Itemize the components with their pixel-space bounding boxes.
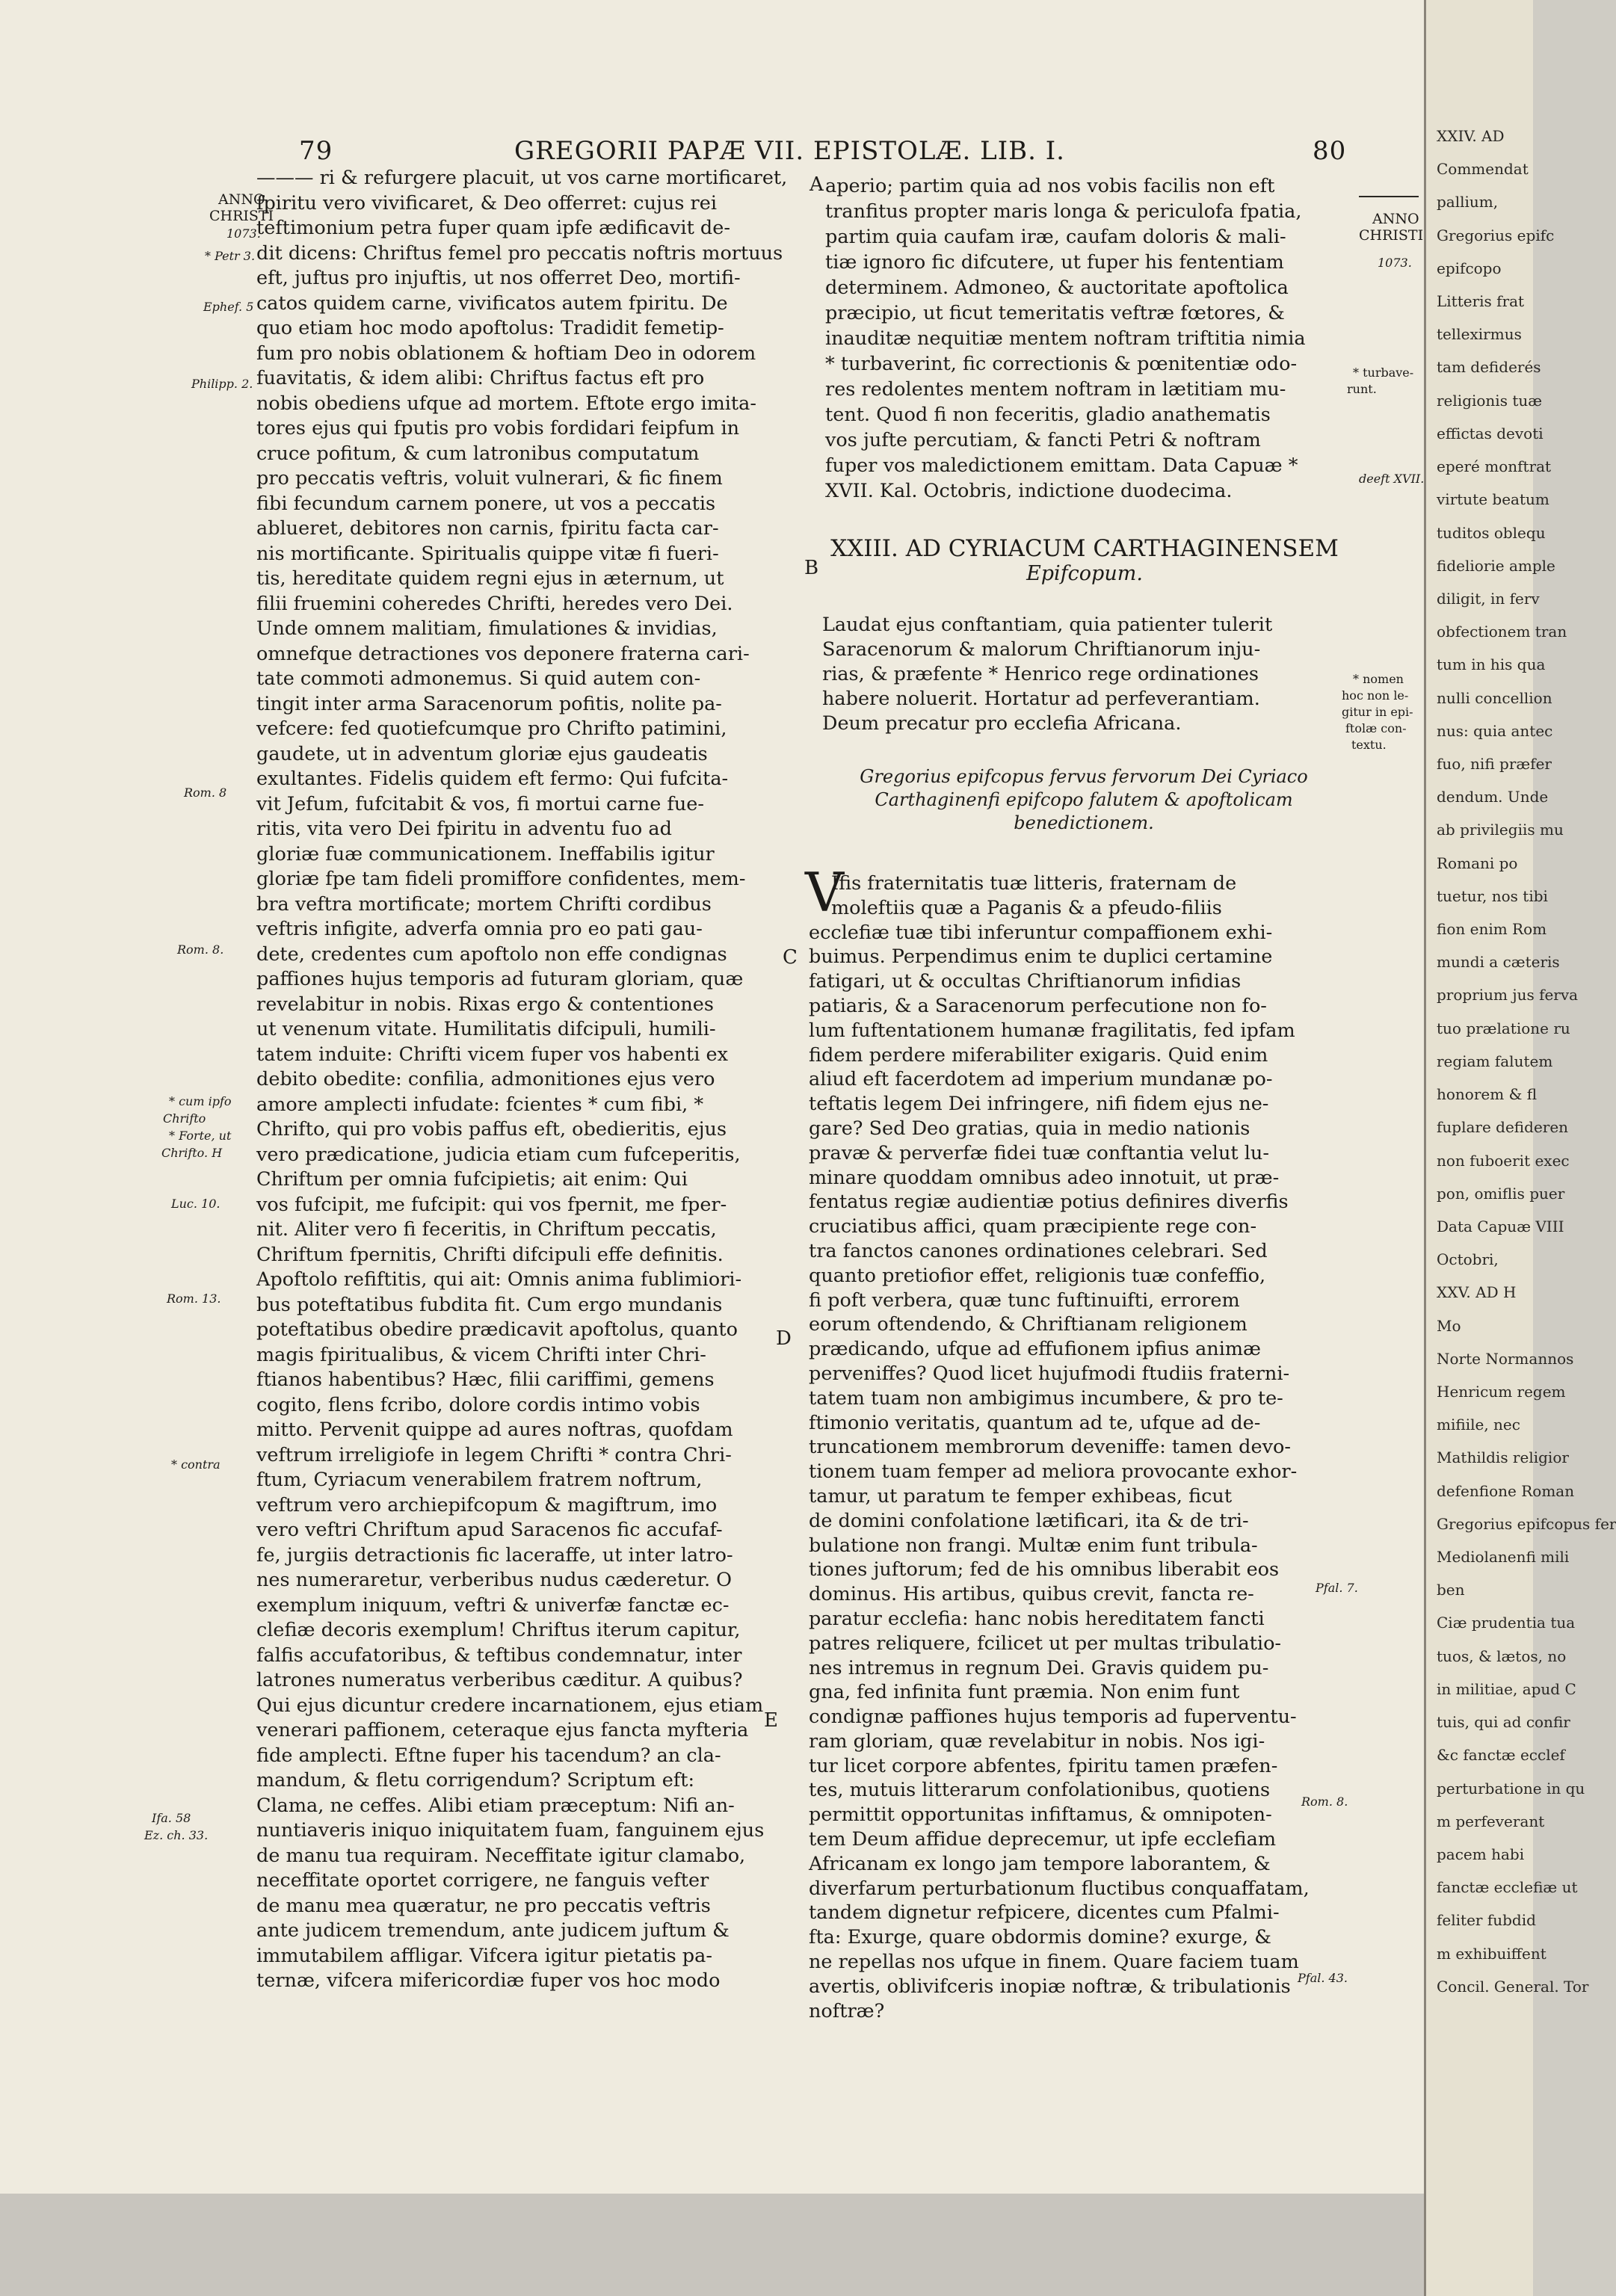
next-page-fragment: non fuboerit exec bbox=[1437, 1152, 1570, 1170]
text-line: tingit inter arma Saracenorum pofitis, nolite pa- bbox=[256, 692, 722, 715]
text-line: exultantes. Fidelis quidem eft fermo: Qui fufcita- bbox=[256, 768, 729, 790]
text-line: cruce pofitum, & cum latronibus computatum bbox=[256, 442, 700, 465]
next-page-fragment: Concil. General. Tor bbox=[1437, 1978, 1589, 1996]
text-line: eft, juftus pro injuftis, ut nos offerret Deo, mortifi- bbox=[256, 267, 741, 289]
next-page-fragment: m perfeverant bbox=[1437, 1812, 1545, 1830]
text-line: Africanam ex longo jam tempore laborantem, & bbox=[809, 1852, 1271, 1875]
text-line: nes numeraretur, verberibus nudus cæderetur. O bbox=[256, 1569, 733, 1591]
text-line: fentatus regiæ audientiæ potius definires diverfis bbox=[809, 1191, 1289, 1214]
text-line: patres reliquere, fcilicet ut per multas tribulatio- bbox=[809, 1632, 1282, 1655]
text-line: eorum oftendendo, & Chriftianam religionem bbox=[809, 1313, 1248, 1336]
text-line: tur licet corpore abfentes, fpiritu tamen præfen- bbox=[809, 1754, 1278, 1777]
summary-line: Laudat ejus conftantiam, quia patienter tulerit bbox=[822, 614, 1273, 636]
next-page-fragment: m exhibuiffent bbox=[1437, 1945, 1546, 1963]
text-line: fuavitatis, & idem alibi: Chriftus factus eft pro bbox=[256, 367, 705, 389]
margin-note-variant: Chrifto bbox=[163, 1111, 206, 1126]
text-line: veftris infigite, adverfa omnia pro eo pati gau- bbox=[256, 918, 703, 940]
text-line: ftimonio veritatis, quantum ad te, ufque ad de- bbox=[809, 1411, 1261, 1434]
right-column-top bbox=[825, 173, 1348, 504]
next-page-fragment: ab privilegiis mu bbox=[1437, 821, 1564, 839]
text-line: Ifis fraternitatis tuæ litteris, fraternam de bbox=[831, 872, 1237, 895]
text-line: fum pro nobis oblationem & hoftiam Deo in odorem bbox=[256, 342, 756, 365]
text-line: latrones numeratus verberibus cæditur. A quibus? bbox=[256, 1669, 743, 1691]
margin-note-ref: Pfal. 43. bbox=[1298, 1971, 1348, 1985]
text-line: tem Deum affidue deprecemur, ut ipfe ecclefiam bbox=[809, 1828, 1277, 1851]
text-line: veftrum irreligiofe in legem Chrifti * contra Chri- bbox=[256, 1443, 732, 1466]
section-marker-b: B bbox=[804, 557, 819, 579]
text-line: nuntiaveris iniquo iniquitatem fuam, fanguinem ejus bbox=[256, 1819, 765, 1842]
text-line: ftum, Cyriacum venerabilem fratrem noftrum, bbox=[256, 1469, 703, 1491]
next-page-fragment: mifiile, nec bbox=[1437, 1416, 1520, 1434]
text-line: permittit opportunitas infiftamus, & omnipoten- bbox=[809, 1803, 1272, 1827]
margin-note-variant: * turbave- bbox=[1353, 365, 1414, 380]
next-page-fragment: pon, omiflis puer bbox=[1437, 1185, 1565, 1203]
text-line: ternæ, vifcera mifericordiæ fuper vos hoc modo bbox=[256, 1969, 721, 1992]
text-line: vefcere: fed quotiefcumque pro Chrifto patimini, bbox=[256, 718, 727, 740]
text-line: Apoftolo refiftitis, qui ait: Omnis anima fublimiori- bbox=[256, 1268, 742, 1291]
text-line: ritis, vita vero Dei fpiritu in adventu fuo ad bbox=[256, 818, 672, 840]
text-line: nit. Aliter vero fi feceritis, in Chriftum peccatis, bbox=[256, 1218, 717, 1241]
next-page-fragment: tam defiderés bbox=[1437, 358, 1541, 376]
drop-cap: V bbox=[805, 861, 844, 924]
next-page-fragment: in militiae, apud C bbox=[1437, 1680, 1576, 1698]
epistle-subtitle: Epifcopum. bbox=[1026, 562, 1143, 585]
next-page-fragment: feliter fubdid bbox=[1437, 1911, 1536, 1929]
text-line: omnefque detractiones vos deponere fraterna cari- bbox=[256, 642, 750, 665]
margin-note-christi: CHRISTI bbox=[209, 208, 274, 224]
text-line: vit Jefum, fufcitabit & vos, fi mortui carne fue- bbox=[256, 792, 704, 815]
margin-note-variant: * contra bbox=[171, 1457, 220, 1472]
text-line: dit dicens: Chriftus femel pro peccatis noftris mortuus bbox=[256, 241, 783, 265]
text-line: teftimonium petra fuper quam ipfe ædificavit de- bbox=[256, 217, 730, 239]
section-marker-d: D bbox=[776, 1327, 792, 1350]
text-line: tionem tuam femper ad meliora provocante exhor- bbox=[809, 1460, 1298, 1484]
next-page-fragment: nus: quia antec bbox=[1437, 722, 1553, 740]
text-line: tate commoti admonemus. Si quid autem con- bbox=[256, 667, 701, 690]
next-page-fragment: epifcopo bbox=[1437, 259, 1502, 277]
salutation-line: Gregorius epifcopus fervus fervorum Dei Cyriaco bbox=[860, 766, 1308, 787]
next-page-fragment: Commendat bbox=[1437, 160, 1529, 178]
bottom-strip bbox=[0, 2194, 1424, 2296]
text-line: aperio; partim quia ad nos vobis facilis non eft bbox=[825, 175, 1275, 197]
text-line: ecclefiæ tuæ tibi inferuntur compaffionem exhi- bbox=[809, 921, 1273, 944]
text-line: gna, fed infinita funt præmia. Non enim funt bbox=[809, 1681, 1240, 1704]
text-line: dominus. His artibus, quibus crevit, fancta re- bbox=[809, 1583, 1254, 1606]
text-line: de manu tua requiram. Neceffitate igitur clamabo, bbox=[256, 1844, 746, 1867]
text-line: nis mortificante. Spiritualis quippe vitæ fi fueri- bbox=[256, 542, 719, 565]
next-page-fragment: fanctæ ecclefiæ ut bbox=[1437, 1878, 1578, 1896]
text-line: ablueret, debitores non carnis, fpiritu facta car- bbox=[256, 517, 719, 540]
text-line: paffiones hujus temporis ad futuram gloriam, quæ bbox=[256, 968, 744, 990]
next-page-fragment: religionis tuæ bbox=[1437, 392, 1543, 410]
next-page-fragment: perturbatione in qu bbox=[1437, 1780, 1585, 1797]
next-page-fragment: tuditos oblequ bbox=[1437, 524, 1546, 542]
text-line: fi poft verbera, quæ tunc fuftinuifti, errorem bbox=[809, 1289, 1240, 1312]
text-line: falfis accufatoribus, & teftibus condemnatur, inter bbox=[256, 1644, 742, 1667]
margin-note-ref: Rom. 13. bbox=[167, 1292, 221, 1306]
text-line: fpiritu vero vivificaret, & Deo offerret: cujus rei bbox=[256, 191, 717, 215]
text-line: vos fufcipit, me fufcipit: qui vos fpernit, me fper- bbox=[256, 1193, 727, 1216]
text-line: nes intremus in regnum Dei. Gravis quidem pu- bbox=[809, 1656, 1269, 1679]
text-line: truncationem membrorum deveniffe: tamen devo- bbox=[809, 1436, 1291, 1459]
next-page-fragment: tellexirmus bbox=[1437, 325, 1522, 343]
next-page-fragment: fuplare defideren bbox=[1437, 1118, 1569, 1136]
text-line: Clama, ne ceffes. Alibi etiam præceptum: Nifi an- bbox=[256, 1794, 735, 1817]
text-line: ram gloriam, quæ revelabitur in nobis. Nos igi- bbox=[809, 1729, 1265, 1753]
text-line: quanto pretiofior effet, religionis tuæ confeffio, bbox=[809, 1264, 1266, 1287]
margin-note-ref: Rom. 8. bbox=[1301, 1794, 1348, 1809]
running-title: GREGORII PAPÆ VII. EPISTOLÆ. LIB. I. bbox=[514, 136, 1065, 166]
next-page-fragment: fideliorie ample bbox=[1437, 557, 1555, 575]
next-page-fragment: dendum. Unde bbox=[1437, 788, 1549, 806]
text-line: noftræ? bbox=[809, 1999, 885, 2022]
next-page-fragment: &c fanctæ ecclef bbox=[1437, 1746, 1565, 1764]
text-line: minare quoddam omnibus adeo innotuit, ut præ- bbox=[809, 1166, 1280, 1189]
next-page-fragment: pacem habi bbox=[1437, 1845, 1525, 1863]
text-line: exemplum iniquum, veftri & univerfæ fanctæ ec- bbox=[256, 1593, 730, 1617]
next-page-edge bbox=[1424, 0, 1616, 2296]
text-line: Chriftum fpernitis, Chrifti difcipuli effe definitis. bbox=[256, 1243, 724, 1266]
text-line: ut venenum vitate. Humilitatis difcipuli, humili- bbox=[256, 1018, 716, 1040]
summary-line: Deum precatur pro ecclefia Africana. bbox=[822, 712, 1182, 735]
text-line: magis fpiritualibus, & vicem Chrifti inter Chri- bbox=[256, 1343, 706, 1366]
text-line: tra fanctos canones ordinationes celebrari. Sed bbox=[809, 1239, 1268, 1262]
epistle-summary bbox=[822, 613, 1345, 736]
text-line: Qui ejus dicuntur credere incarnationem, ejus etiam bbox=[256, 1694, 764, 1717]
text-line: ftianos habentibus? Hæc, filii cariffimi, gemens bbox=[256, 1368, 715, 1391]
text-line: fe, jurgiis detractionis fic laceraffe, ut inter latro- bbox=[256, 1543, 733, 1567]
text-line: tis, hereditate quidem regni ejus in æternum, ut bbox=[256, 567, 724, 590]
text-line: fuper vos maledictionem emittam. Data Capuæ * bbox=[825, 454, 1298, 477]
right-page-number: 80 bbox=[1313, 136, 1347, 166]
text-line: dete, credentes cum apoftolo non effe condignas bbox=[256, 942, 727, 966]
margin-note-anno: ANNO bbox=[1372, 211, 1419, 227]
next-page-fragment: eperé monftrat bbox=[1437, 457, 1552, 475]
left-page-number: 79 bbox=[299, 136, 333, 166]
next-page-fragment: defenfione Roman bbox=[1437, 1482, 1575, 1500]
text-line: tamur, ut paratum te femper exhibeas, ficut bbox=[809, 1484, 1233, 1507]
next-page-fragment: mundi a cæteris bbox=[1437, 953, 1560, 971]
next-page-fragment: Data Capuæ VIII bbox=[1437, 1218, 1564, 1235]
text-line: res redolentes mentem noftram in lætitiam mu- bbox=[825, 378, 1286, 401]
text-line: de manu mea quæratur, ne pro peccatis veftris bbox=[256, 1894, 711, 1917]
margin-note-variant: * Forte, ut bbox=[169, 1129, 232, 1143]
section-marker-a: A bbox=[809, 173, 824, 196]
next-page-fragment: tuo prælatione ru bbox=[1437, 1019, 1570, 1037]
next-page-fragment: ben bbox=[1437, 1581, 1465, 1599]
text-line: bus poteftatibus fubdita fit. Cum ergo mundanis bbox=[256, 1293, 723, 1316]
next-page-fragment: diligit, in ferv bbox=[1437, 590, 1540, 608]
text-line: nobis obediens ufque ad mortem. Eftote ergo imita- bbox=[256, 392, 757, 415]
next-page-fragment: nulli concellion bbox=[1437, 689, 1552, 707]
text-line: cogito, flens fcribo, dolore cordis intimo vobis bbox=[256, 1393, 700, 1416]
next-page-fragment: obfectionem tran bbox=[1437, 623, 1567, 641]
text-line: neceffitate oportet corrigere, ne fanguis vefter bbox=[256, 1869, 709, 1892]
next-page-fragment: fuo, nifi præfer bbox=[1437, 755, 1552, 773]
text-line: tiæ ignoro fic difcutere, ut fuper his fententiam bbox=[825, 251, 1284, 274]
next-page-fragment: pallium, bbox=[1437, 193, 1499, 211]
next-page-fragment: tuis, qui ad confir bbox=[1437, 1713, 1570, 1731]
margin-note-variant: gitur in epi- bbox=[1342, 705, 1413, 719]
text-line: pro peccatis veftris, voluit vulnerari, & fic finem bbox=[256, 467, 723, 490]
summary-line: habere noluerit. Hortatur ad perfeverantiam. bbox=[822, 688, 1260, 710]
next-page-fragment: Romani po bbox=[1437, 854, 1518, 872]
summary-line: rias, & præfente * Henrico rege ordinationes bbox=[822, 663, 1259, 685]
text-line: partim quia caufam iræ, caufam doloris & mali- bbox=[825, 226, 1286, 248]
text-line: XVII. Kal. Octobris, indictione duodecima. bbox=[825, 480, 1233, 502]
text-line: venerari paffionem, ceteraque ejus fancta myfteria bbox=[256, 1719, 749, 1741]
text-line: mandum, & fletu corrigendum? Scriptum eft: bbox=[256, 1769, 695, 1792]
text-line: de domini confolatione lætificari, ita & de tri- bbox=[809, 1509, 1249, 1532]
text-line: gare? Sed Deo gratias, quia in medio nationis bbox=[809, 1117, 1250, 1140]
left-column bbox=[256, 166, 791, 1994]
summary-line: Saracenorum & malorum Chriftianorum inju- bbox=[822, 638, 1261, 661]
next-page-fragment: proprium jus ferva bbox=[1437, 986, 1579, 1004]
text-line: teftatis legem Dei infringere, nifi fidem ejus ne- bbox=[809, 1093, 1269, 1116]
text-line: debito obedite: confilia, admonitiones ejus vero bbox=[256, 1068, 715, 1090]
text-line: tores ejus qui fputis pro vobis fordidari feipfum in bbox=[256, 417, 740, 439]
text-line: fibi fecundum carnem ponere, ut vos a peccatis bbox=[256, 492, 716, 515]
text-line: filii fruemini coheredes Chrifti, heredes vero Dei. bbox=[256, 592, 733, 615]
margin-note-variant: Chrifto. H bbox=[161, 1146, 223, 1160]
margin-note-variant: hoc non le- bbox=[1342, 688, 1409, 703]
text-line: ante judicem tremendum, ante judicem juftum & bbox=[256, 1919, 730, 1942]
margin-note-ref: Ifa. 58 bbox=[152, 1811, 191, 1825]
text-line: revelabitur in nobis. Rixas ergo & contentiones bbox=[256, 993, 714, 1016]
next-page-fragment: Ciæ prudentia tua bbox=[1437, 1614, 1576, 1632]
margin-note-variant: * cum ipfo bbox=[169, 1094, 232, 1108]
text-line: fta: Exurge, quare obdormis domine? exurge, & bbox=[809, 1926, 1271, 1949]
text-line: catos quidem carne, vivificatos autem fpiritu. De bbox=[256, 291, 728, 315]
margin-note-ref: Rom. 8. bbox=[177, 942, 224, 957]
text-line: vos jufte percutiam, & fancti Petri & noftram bbox=[825, 429, 1261, 451]
text-line: mitto. Pervenit quippe ad aures noftras, quofdam bbox=[256, 1419, 733, 1441]
text-line: vero veftri Chriftum apud Saracenos fic accufaf- bbox=[256, 1519, 723, 1541]
margin-note-ref: Luc. 10. bbox=[171, 1197, 220, 1211]
next-page-fragment: tum in his qua bbox=[1437, 655, 1546, 673]
margin-rule bbox=[1359, 196, 1419, 197]
next-page-fragment: honorem & fl bbox=[1437, 1085, 1538, 1103]
salutation-line: Carthaginenfi epifcopo falutem & apoftolicam bbox=[875, 789, 1293, 810]
margin-note-ref: Ez. ch. 33. bbox=[144, 1828, 209, 1842]
text-line: poteftatibus obedire prædicavit apoftolus, quanto bbox=[256, 1318, 738, 1341]
text-line: prædicando, ufque ad effufionem ipfius animæ bbox=[809, 1338, 1262, 1361]
next-page-fragment: Henricum regem bbox=[1437, 1383, 1566, 1401]
epistle-body bbox=[809, 871, 1354, 2023]
next-page-fragment: ΧΧΙV. AD bbox=[1437, 127, 1505, 145]
next-page-fragment: regiam falutem bbox=[1437, 1052, 1553, 1070]
text-line: lum fuftentationem humanæ fragilitatis, fed ipfam bbox=[809, 1019, 1295, 1042]
text-line: buimus. Perpendimus enim te duplici certamine bbox=[809, 945, 1273, 969]
text-line: paratur ecclefia: hanc nobis hereditatem fancti bbox=[809, 1607, 1265, 1630]
margin-note-ref: Ephef. 5 bbox=[203, 300, 254, 314]
margin-note-variant: deeft XVII. bbox=[1359, 472, 1425, 486]
margin-note-year: 1073. bbox=[1378, 256, 1412, 270]
margin-note-variant: ftolæ con- bbox=[1345, 721, 1407, 735]
next-page-fragment: Mathildis religior bbox=[1437, 1448, 1569, 1466]
text-line: tandem dignetur refpicere, dicentes cum Pfalmi- bbox=[809, 1901, 1280, 1925]
text-line: clefiæ decoris exemplum! Chriftus iterum capitur, bbox=[256, 1619, 741, 1641]
margin-note-ref: * Petr 3. bbox=[205, 249, 256, 263]
section-marker-e: E bbox=[764, 1709, 778, 1732]
salutation-line: benedictionem. bbox=[1014, 812, 1154, 833]
margin-note-ref: Pfal. 7. bbox=[1316, 1581, 1358, 1595]
text-line: vero prædicatione, judicia etiam cum fufceperitis, bbox=[256, 1143, 741, 1166]
margin-note-variant: * nomen bbox=[1353, 672, 1404, 686]
text-line: ne repellas nos ufque in finem. Quare faciem tuam bbox=[809, 1951, 1299, 1974]
next-page-fragment: Octobri, bbox=[1437, 1250, 1499, 1268]
text-line: Chrifto, qui pro vobis paffus eft, obedieritis, ejus bbox=[256, 1118, 727, 1141]
text-line: tatem induite: Chrifti vicem fuper vos habenti ex bbox=[256, 1043, 729, 1066]
next-page-fragment: virtute beatum bbox=[1437, 490, 1549, 508]
next-page-fragment: Gregorius epifcopus fer bbox=[1437, 1515, 1616, 1533]
next-page-fragment: Mo bbox=[1437, 1317, 1461, 1335]
next-page-fragment: Litteris frat bbox=[1437, 292, 1525, 310]
text-line: tranfitus propter maris longa & periculofa fpatia, bbox=[825, 200, 1302, 223]
section-marker-c: C bbox=[783, 946, 798, 969]
text-line: tatem tuam non ambigimus incumbere, & pro te- bbox=[809, 1386, 1283, 1410]
next-page-fragment: effictas devoti bbox=[1437, 425, 1543, 442]
text-line: aliud eft facerdotem ad imperium mundanæ po- bbox=[809, 1068, 1273, 1091]
text-line: Chriftum per omnia fufcipietis; ait enim: Qui bbox=[256, 1168, 688, 1191]
text-line: tiones juftorum; fed de his omnibus liberabit eos bbox=[809, 1558, 1280, 1581]
margin-note-ref: Rom. 8 bbox=[184, 786, 227, 800]
text-line: Unde omnem malitiam, fimulationes & invidias, bbox=[256, 617, 718, 640]
text-line: immutabilem affligar. Vifcera igitur pietatis pa- bbox=[256, 1944, 712, 1967]
next-page-fragment: fion enim Rom bbox=[1437, 920, 1547, 938]
text-line: tent. Quod fi non feceritis, gladio anathematis bbox=[825, 404, 1271, 426]
margin-note-ref: Philipp. 2. bbox=[191, 377, 253, 391]
text-line: gloriæ fpe tam fideli promiffore confidentes, mem- bbox=[256, 868, 746, 890]
text-line: moleftiis quæ a Paganis & a pfeudo-filiis bbox=[831, 896, 1222, 919]
text-line: inauditæ nequitiæ mentem noftram triftitia nimia bbox=[825, 327, 1306, 350]
text-line: diverfarum perturbationum fluctibus conquaffatam, bbox=[809, 1877, 1310, 1900]
text-line: fatigari, ut & occultas Chriftianorum infidias bbox=[809, 970, 1242, 993]
text-line: bulatione non frangi. Multæ enim funt tribula- bbox=[809, 1534, 1258, 1557]
margin-note-year: 1073. bbox=[226, 226, 261, 241]
epistle-salutation bbox=[815, 765, 1353, 835]
text-line: veftrum vero archiepifcopum & magiftrum, imo bbox=[256, 1493, 718, 1516]
text-line: fidem perdere miferabiliter exigaris. Quid enim bbox=[809, 1043, 1268, 1067]
text-line: fide amplecti. Eftne fuper his tacendum? an cla- bbox=[256, 1744, 721, 1767]
text-line: bra veftra mortificate; mortem Chrifti cordibus bbox=[256, 892, 712, 916]
margin-note-variant: runt. bbox=[1347, 382, 1377, 396]
text-line: determinem. Admoneo, & auctoritate apoftolica bbox=[825, 277, 1289, 299]
text-line: avertis, oblivifceris inopiæ noftræ, & tribulationis bbox=[809, 1975, 1291, 1998]
margin-note-anno: ANNO bbox=[218, 191, 265, 208]
margin-note-christi: CHRISTI bbox=[1359, 227, 1424, 244]
text-line: gloriæ fuæ communicationem. Ineffabilis igitur bbox=[256, 842, 715, 865]
text-line: præcipio, ut ficut temeritatis veftræ fœtores, & bbox=[825, 302, 1285, 324]
next-page-fragment: XXV. AD H bbox=[1437, 1283, 1517, 1301]
text-line: pravæ & perverfæ fidei tuæ conftantia velut lu- bbox=[809, 1141, 1269, 1164]
text-line: quo etiam hoc modo apoftolus: Tradidit femetip- bbox=[256, 317, 724, 339]
next-page-fragment: Gregorius epifc bbox=[1437, 226, 1555, 244]
text-line: ——— ri & refurgere placuit, ut vos carne mortificaret, bbox=[256, 167, 788, 189]
text-line: perveniffes? Quod licet hujufmodi ftudiis fraterni- bbox=[809, 1362, 1290, 1385]
text-line: condignæ paffiones hujus temporis ad fuperventu- bbox=[809, 1706, 1297, 1729]
text-line: * turbaverint, fic correctionis & pœnitentiæ odo- bbox=[825, 353, 1298, 375]
margin-note-variant: textu. bbox=[1351, 738, 1387, 752]
text-line: patiaris, & a Saracenorum perfecutione non fo- bbox=[809, 994, 1267, 1017]
next-page-fragment: Mediolanenfi mili bbox=[1437, 1548, 1570, 1566]
text-line: tes, mutuis litterarum confolationibus, quotiens bbox=[809, 1779, 1271, 1802]
text-line: gaudete, ut in adventum gloriæ ejus gaudeatis bbox=[256, 742, 708, 765]
epistle-title: XXIII. AD CYRIACUM CARTHAGINENSEM bbox=[830, 535, 1339, 562]
next-page-fragment: tuos, & lætos, no bbox=[1437, 1647, 1567, 1665]
text-line: amore amplecti infudate: fcientes * cum fibi, * bbox=[256, 1093, 704, 1116]
next-page-fragment: tuetur, nos tibi bbox=[1437, 887, 1548, 905]
text-line: cruciatibus affici, quam præcipiente rege con- bbox=[809, 1215, 1257, 1238]
next-page-fragment: Norte Normannos bbox=[1437, 1350, 1574, 1368]
